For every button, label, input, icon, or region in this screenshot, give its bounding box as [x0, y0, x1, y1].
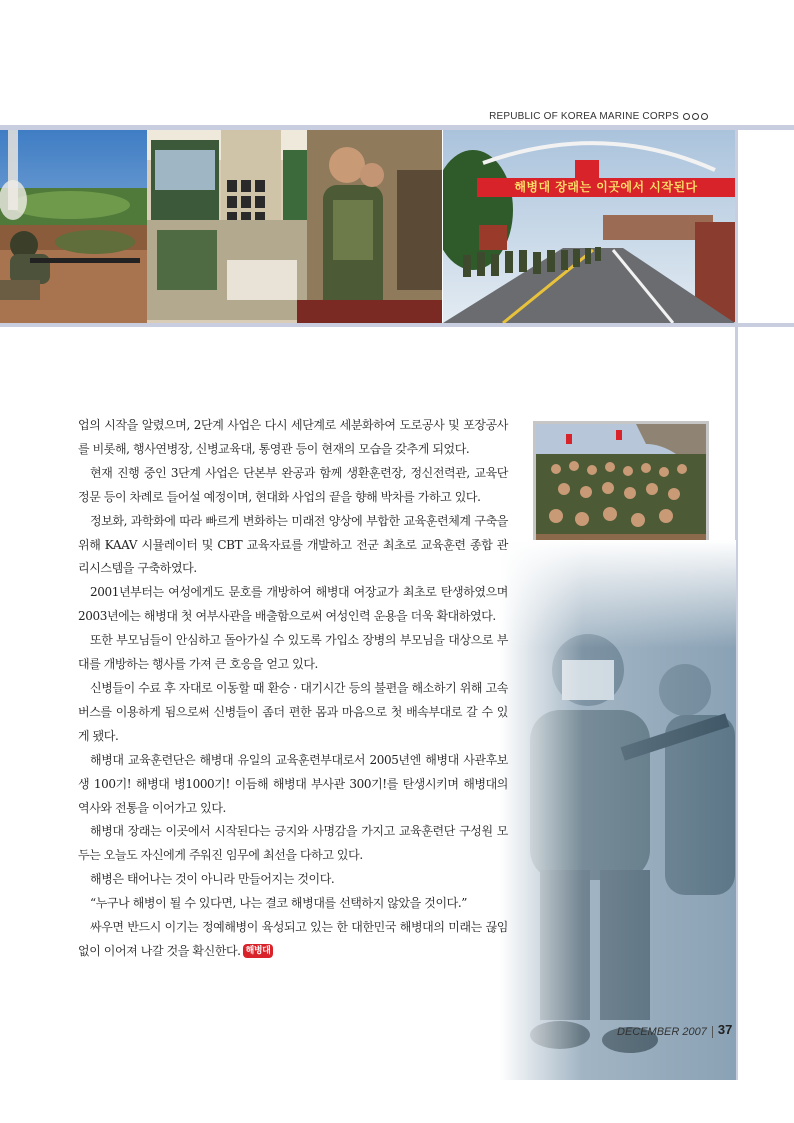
photo-soldier-firing [0, 130, 147, 323]
article-closing-text: 싸우면 반드시 이기는 정예해병이 육성되고 있는 한 대한민국 해병대의 미래는 끊임없이 이어져 나갈 것을 확신한다. [78, 920, 508, 958]
running-header [489, 111, 708, 122]
photo-exhibition-hall [147, 130, 442, 323]
photo-band-rule [0, 323, 794, 327]
article-paragraph: 신병들이 수료 후 자대로 이동할 때 환승 · 대기시간 등의 불편을 해소하기 위해 고속버스를 이용하게 됨으로써 신병들이 좀더 편한 몸과 마음으로 첫 배속부대로 갈 수 있게 됐다. [78, 680, 508, 743]
header-circles-icon [683, 113, 708, 120]
article-paragraph: “누구나 해병이 될 수 있다면, 나는 결코 해병대를 선택하지 않았을 것이다.” [90, 896, 468, 911]
end-mark-badge: 해병대 [243, 944, 274, 958]
page-footer [617, 1014, 732, 1038]
page-number: 37 [717, 1022, 733, 1037]
publication-name: REPUBLIC OF KOREA MARINE CORPS [489, 111, 679, 122]
article-paragraph: 해병대 장래는 이곳에서 시작된다는 긍지와 사명감을 가지고 교육훈련단 구성원 모두는 오늘도 자신에게 주워진 임무에 최선을 다하고 있다. [78, 824, 508, 863]
article-paragraph: 해병대 교육훈련단은 해병대 유일의 교육훈련부대로서 2005년엔 해병대 사관후보생 100기! 해병대 병1000기! 이듬해 해병대 부사관 300기!를 탄생시키며 해병대의 역사와 전통을 이어가고 있다. [78, 752, 508, 815]
article-paragraph: 정보화, 과학화에 따라 빠르게 변화하는 미래전 양상에 부합한 교육훈련체계 구축을 위해 KAAV 시뮬레이터 및 CBT 교육자료를 개발하고 전군 최초로 교육훈련 종합 관리시스템을 구축하였다. [78, 513, 508, 576]
article-paragraph: 또한 부모님들이 안심하고 돌아가실 수 있도록 가입소 장병의 부모님을 대상으로 부대를 개방하는 행사를 가져 큰 호응을 얻고 있다. [78, 633, 508, 672]
article-paragraph: 2001년부터는 여성에게도 문호를 개방하여 해병대 여장교가 최초로 탄생하였으며 2003년에는 해병대 첫 여부사관을 배출함으로써 여성인력 운용을 더욱 확대하였다. [78, 585, 508, 624]
background-marines-photo [500, 540, 736, 1080]
article-paragraph: 현재 진행 중인 3단계 사업은 단본부 완공과 함께 생환훈련장, 정신전력관, 교육단 정문 등이 차례로 들어설 예정이며, 현대화 사업의 끝을 향해 박차를 가하고 있다. [78, 465, 508, 504]
photo-marching-gate [443, 130, 735, 323]
issue-month: DECEMBER 2007 [617, 1026, 713, 1038]
gate-banner: 해병대 장래는 이곳에서 시작된다 [477, 178, 735, 197]
article-paragraph: 업의 시작을 알렸으며, 2단계 사업은 다시 세단계로 세분화하여 도로공사 및 포장공사를 비롯해, 행사연병장, 신병교육대, 통영관 등이 현재의 모습을 갖추게 되었다. [78, 418, 508, 456]
article-paragraph-last [78, 916, 508, 964]
article-body [78, 414, 508, 964]
article-paragraph: 해병은 태어나는 것이 아니라 만들어지는 것이다. [90, 872, 335, 887]
photo-group-training [533, 421, 709, 552]
